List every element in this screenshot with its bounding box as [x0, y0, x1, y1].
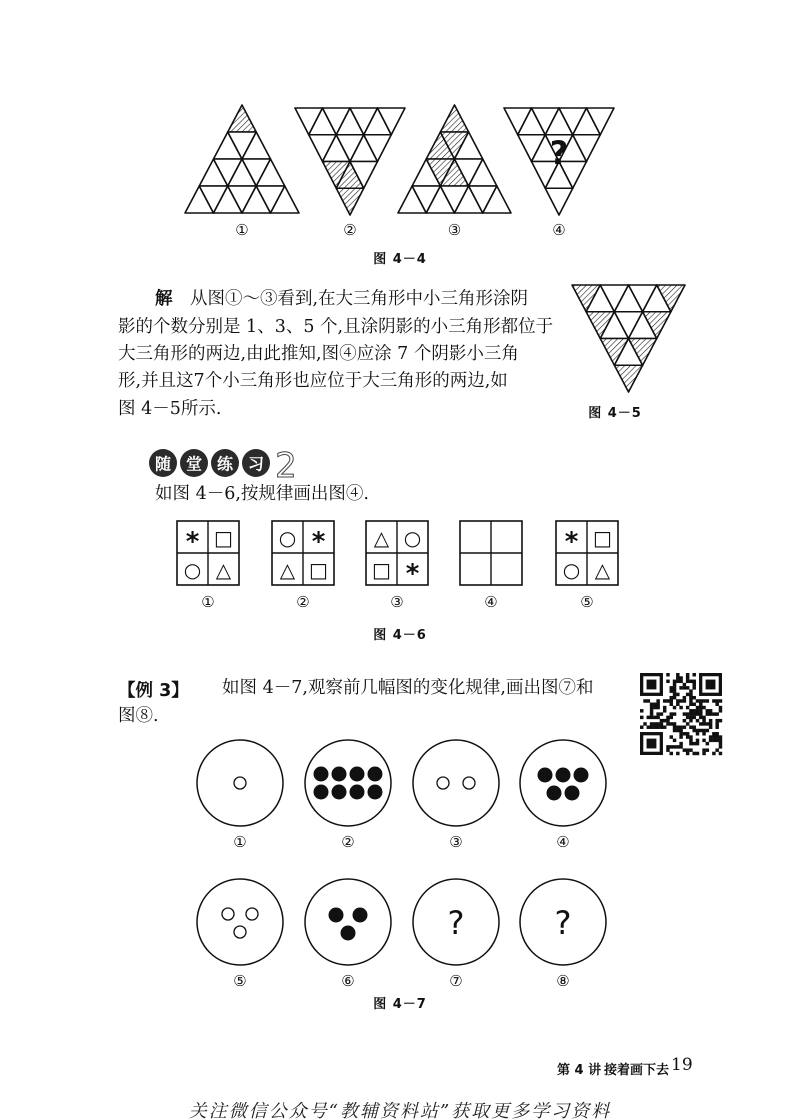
solution-line-4: 形,并且这7个小三角形也应位于大三角形的两边,如 [118, 371, 508, 391]
triangle-figure-4 [504, 108, 614, 215]
figure-caption: 图 4－5 [588, 406, 642, 421]
figure-label: ⑧ [556, 972, 570, 990]
symbol-grid-5 [556, 521, 618, 585]
practice-prompt: 如图 4－6,按规律画出图④. [155, 484, 369, 504]
practice-header [149, 446, 297, 486]
dot-circle-2 [305, 740, 391, 826]
dot-circle-3 [413, 740, 499, 826]
hollow-dot [222, 908, 234, 920]
figure-label: ④ [552, 221, 566, 239]
triangle-figure-2 [295, 108, 405, 215]
qr-code [640, 673, 722, 755]
filled-dot [341, 926, 356, 941]
example-line-2: 图⑧. [118, 706, 159, 726]
header-char: 堂 [185, 454, 203, 474]
hollow-dot [437, 777, 449, 789]
filled-dot [368, 785, 383, 800]
figure-caption: 图 4－4 [373, 252, 427, 267]
figure-label: ② [343, 221, 357, 239]
hollow-dot [463, 777, 475, 789]
hollow-dot [246, 908, 258, 920]
figure-label: ⑤ [580, 593, 594, 611]
solution-line-1: 从图①～③看到,在大三角形中小三角形涂阴 [190, 289, 529, 309]
figure-label: ③ [449, 833, 463, 851]
grid-symbol: □ [372, 558, 391, 582]
grid-symbol: △ [279, 558, 296, 582]
outer-circle [413, 740, 499, 826]
solution-line-5: 图 4－5所示. [118, 399, 222, 419]
shaded-small-triangle [336, 188, 364, 215]
filled-dot [350, 785, 365, 800]
triangle-figure-3 [398, 105, 511, 213]
figure-label: ② [341, 833, 355, 851]
small-triangle [545, 188, 573, 215]
figure-caption: 图 4－6 [373, 628, 427, 643]
outer-circle [305, 740, 391, 826]
figure-label: ③ [447, 221, 462, 239]
grid-symbol: ○ [183, 558, 202, 582]
symbol-grid-2 [272, 521, 334, 585]
hollow-dot [234, 926, 246, 938]
example-line-1: 如图 4－7,观察前几幅图的变化规律,画出图⑦和 [222, 678, 594, 698]
question-mark: ? [549, 133, 569, 172]
dot-circle-8 [520, 879, 606, 965]
practice-number: 2 [275, 446, 297, 486]
footer-lecture: 第 4 讲 [557, 1063, 602, 1078]
grid-symbol: * [564, 527, 579, 557]
figure-label: ① [201, 593, 215, 611]
triangle-figure-1 [185, 105, 299, 213]
figure-label: ③ [390, 593, 404, 611]
hollow-dot [234, 777, 246, 789]
solution-line-3: 大三角形的两边,由此推知,图④应涂 7 个阴影小三角 [118, 344, 519, 364]
grid-symbol: ○ [562, 558, 581, 582]
symbol-grid-3 [366, 521, 428, 589]
header-char: 习 [247, 454, 265, 474]
footer-title: 接着画下去 [604, 1063, 670, 1078]
grid-symbol: ○ [403, 526, 422, 550]
filled-dot [574, 768, 589, 783]
figure-label: ⑦ [449, 972, 463, 990]
page-number: 19 [671, 1055, 693, 1075]
dot-circle-6 [305, 879, 391, 965]
filled-dot [538, 768, 553, 783]
shaded-small-triangle [228, 105, 257, 132]
header-char: 练 [216, 454, 234, 474]
shaded-small-triangle [614, 365, 642, 392]
dot-circle-4 [520, 740, 606, 826]
grid-symbol: △ [373, 526, 390, 550]
grid-symbol: △ [215, 558, 232, 582]
dot-circle-1 [197, 740, 283, 826]
filled-dot [368, 767, 383, 782]
filled-dot [350, 767, 365, 782]
filled-dot [565, 786, 580, 801]
filled-dot [556, 768, 571, 783]
figure-label: ④ [484, 593, 498, 611]
shaded-small-triangle [440, 105, 468, 132]
filled-dot [314, 785, 329, 800]
figure-label: ① [233, 833, 247, 851]
outer-circle [305, 879, 391, 965]
question-mark: ? [447, 904, 465, 942]
question-mark: ? [554, 904, 572, 942]
filled-dot [329, 908, 344, 923]
figure-label: ⑥ [341, 972, 355, 990]
dot-circle-5 [197, 879, 283, 965]
filled-dot [314, 767, 329, 782]
grid-symbol: ○ [278, 526, 297, 550]
filled-dot [332, 785, 347, 800]
solution-line-2: 影的个数分别是 1、3、5 个,且涂阴影的小三角形都位于 [118, 317, 554, 337]
grid-symbol: □ [593, 526, 612, 550]
figure-label: ① [235, 221, 249, 239]
filled-dot [332, 767, 347, 782]
figure-label: ② [296, 593, 310, 611]
watermark-text: 关注微信公众号“教辅资料站”获取更多学习资料 [188, 1101, 612, 1120]
symbol-grid-4 [460, 521, 522, 585]
grid-symbol: □ [309, 558, 328, 582]
triangle-figure-answer [572, 285, 685, 392]
figure-label: ⑤ [233, 972, 247, 990]
grid-symbol: * [405, 559, 420, 589]
filled-dot [353, 908, 368, 923]
grid-symbol: △ [594, 558, 611, 582]
figure-caption: 图 4－7 [373, 997, 427, 1012]
example-tag: 【例 3】 [118, 681, 189, 701]
grid-symbol: □ [214, 526, 233, 550]
filled-dot [547, 786, 562, 801]
grid-symbol: * [185, 527, 200, 557]
outer-circle [520, 740, 606, 826]
symbol-grid-1 [177, 521, 239, 585]
grid-symbol: * [311, 527, 326, 557]
solution-lead: 解 [155, 289, 173, 309]
figure-label: ④ [556, 833, 570, 851]
outer-circle [197, 879, 283, 965]
header-char: 随 [154, 454, 172, 474]
dot-circle-7 [413, 879, 499, 965]
